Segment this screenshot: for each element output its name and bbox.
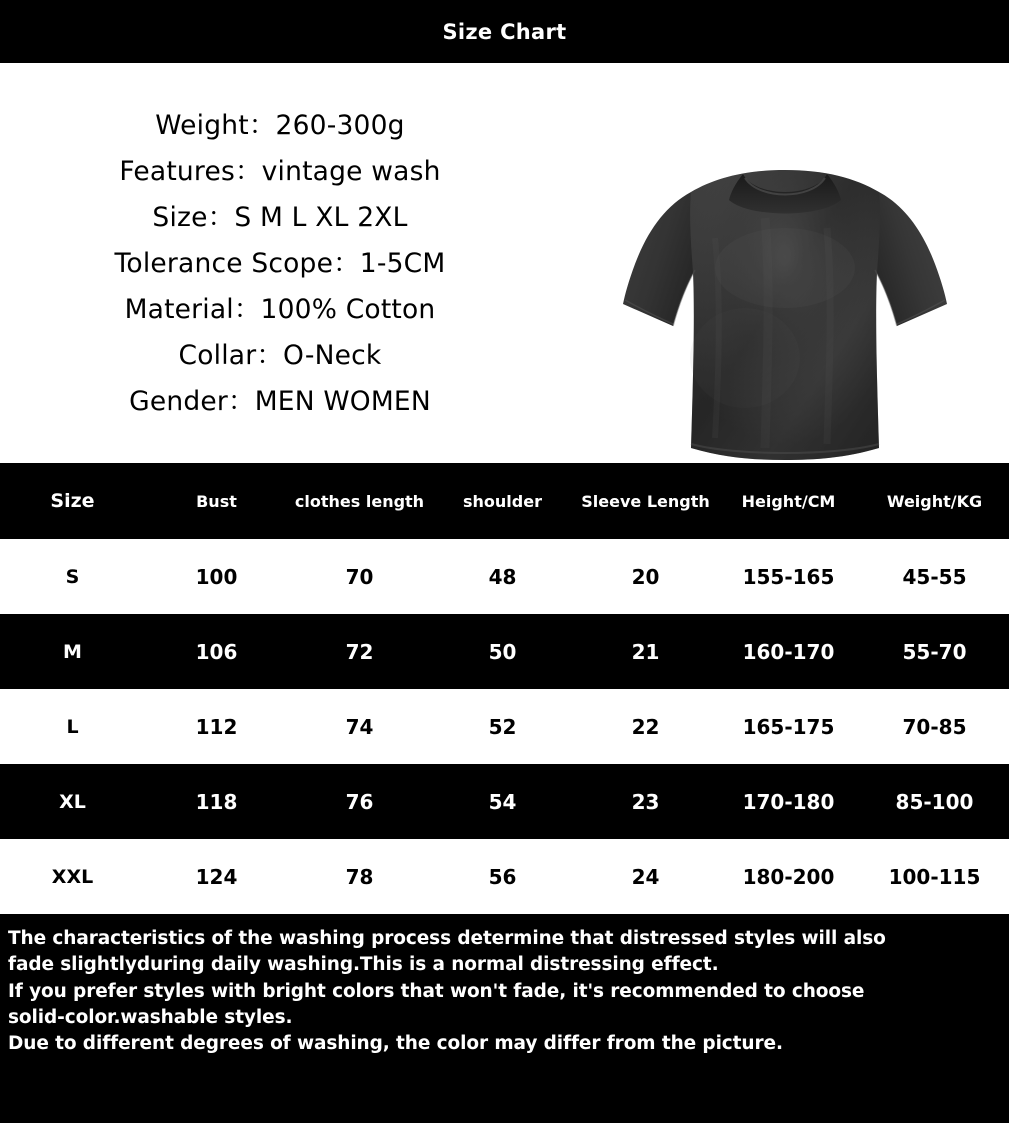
- note-line: fade slightlyduring daily washing.This is a normal distressing effect.: [8, 954, 719, 976]
- cell-sleeve-length: 21: [631, 639, 660, 664]
- washing-note: [0, 914, 1009, 1123]
- size-table-wrapper: [0, 463, 1009, 914]
- note-line: The characteristics of the washing process determine that distressed styles will also: [8, 928, 886, 949]
- spec-label: Features: [119, 156, 235, 187]
- spec-separator: ：: [234, 156, 262, 187]
- cell-weight: 100-115: [888, 864, 981, 889]
- spec-label: Collar: [178, 340, 257, 371]
- spec-label: Size: [152, 202, 208, 233]
- note-line: Due to different degrees of washing, the color may differ from the picture.: [8, 1033, 783, 1055]
- column-header-height-cm: Height/CM: [741, 491, 836, 511]
- cell-clothes-length: 76: [345, 789, 374, 814]
- column-header-size: Size: [50, 490, 95, 512]
- cell-bust: 118: [195, 789, 238, 814]
- cell-sleeve-length: 20: [631, 564, 660, 589]
- cell-height: 170-180: [742, 789, 835, 814]
- spec-label: Tolerance Scope: [114, 248, 334, 279]
- cell-weight: 85-100: [895, 789, 974, 814]
- spec-row-collar: [179, 333, 382, 372]
- cell-clothes-length: 78: [345, 864, 374, 889]
- spec-separator: ：: [333, 248, 360, 279]
- spec-row-material: [125, 287, 436, 326]
- cell-sleeve-length: 23: [631, 789, 660, 814]
- spec-row-features: [119, 149, 440, 188]
- cell-bust: 124: [195, 864, 238, 889]
- cell-weight: 45-55: [902, 564, 967, 589]
- spec-value: 260-300g: [275, 110, 405, 141]
- cell-shoulder: 56: [488, 864, 517, 889]
- spec-label: Weight: [155, 110, 249, 141]
- spec-row-size: [152, 195, 407, 234]
- column-header-sleeve-length: Sleeve Length: [581, 491, 710, 511]
- cell-size: XXL: [51, 865, 94, 888]
- spec-value: O-Neck: [283, 340, 382, 371]
- cell-size: M: [63, 640, 82, 663]
- cell-bust: 106: [195, 639, 238, 664]
- column-header-bust: Bust: [196, 491, 237, 511]
- cell-sleeve-length: 24: [631, 864, 660, 889]
- cell-bust: 112: [195, 714, 238, 739]
- spec-row-tolerance-scope: [115, 241, 446, 280]
- page-title: Size Chart: [442, 19, 567, 44]
- table-row: [0, 764, 1009, 839]
- cell-height: 155-165: [742, 564, 835, 589]
- product-photo: [560, 63, 1009, 463]
- table-row: [0, 539, 1009, 614]
- column-header-clothes-length: clothes length: [294, 491, 425, 511]
- cell-shoulder: 54: [488, 789, 517, 814]
- cell-size: S: [65, 565, 80, 588]
- cell-height: 180-200: [742, 864, 835, 889]
- spec-separator: ：: [228, 386, 255, 417]
- cell-clothes-length: 74: [345, 714, 374, 739]
- cell-size: L: [66, 715, 79, 738]
- spec-value: MEN WOMEN: [254, 386, 431, 417]
- cell-bust: 100: [195, 564, 238, 589]
- size-table: [0, 463, 1009, 914]
- cell-weight: 70-85: [902, 714, 967, 739]
- note-line: solid-color.washable styles.: [8, 1006, 293, 1028]
- cell-clothes-length: 70: [345, 564, 374, 589]
- note-line: If you prefer styles with bright colors that won't fade, it's recommended to choose: [8, 980, 865, 1002]
- spec-separator: ：: [256, 340, 284, 371]
- cell-height: 165-175: [742, 714, 835, 739]
- header-bar: [0, 0, 1009, 63]
- cell-shoulder: 48: [488, 564, 517, 589]
- column-header-shoulder: shoulder: [463, 491, 542, 511]
- cell-height: 160-170: [742, 639, 835, 664]
- table-row: [0, 839, 1009, 914]
- cell-sleeve-length: 22: [631, 714, 660, 739]
- spec-list: [0, 63, 560, 463]
- spec-separator: ：: [248, 110, 276, 141]
- cell-clothes-length: 72: [345, 639, 374, 664]
- spec-value: S M L XL 2XL: [234, 202, 408, 233]
- spec-label: Gender: [129, 386, 228, 417]
- spec-row-gender: [129, 379, 431, 418]
- spec-separator: ：: [233, 294, 261, 325]
- spec-section: [0, 63, 1009, 463]
- spec-value: 100% Cotton: [260, 294, 436, 325]
- table-row: [0, 614, 1009, 689]
- spec-separator: ：: [207, 202, 235, 233]
- spec-row-weight: [155, 103, 404, 142]
- spec-label: Material: [124, 294, 234, 325]
- spec-value: vintage wash: [261, 156, 441, 187]
- cell-size: XL: [59, 790, 86, 813]
- spec-value: 1-5CM: [359, 248, 446, 279]
- table-row: [0, 689, 1009, 764]
- column-header-weight-kg: Weight/KG: [886, 491, 983, 511]
- cell-shoulder: 52: [488, 714, 517, 739]
- tshirt-icon: [595, 148, 975, 478]
- cell-weight: 55-70: [902, 639, 967, 664]
- cell-shoulder: 50: [488, 639, 517, 664]
